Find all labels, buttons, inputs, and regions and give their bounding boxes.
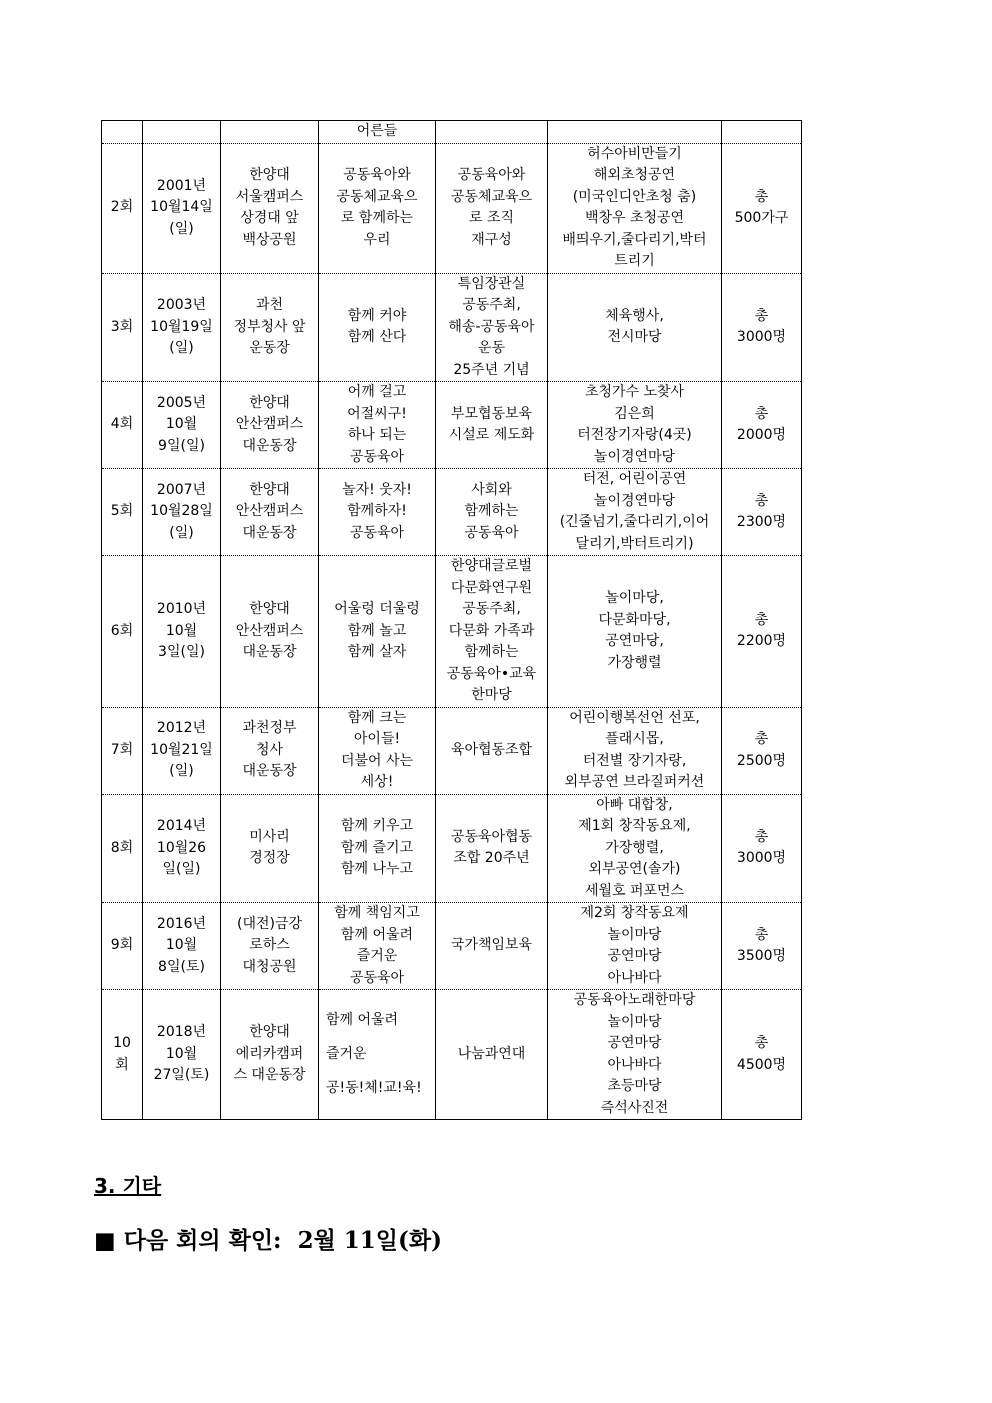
- cell-slogan: 놀자! 웃자! 함께하자! 공동육아: [319, 469, 436, 556]
- table-row: [102, 556, 802, 708]
- cell-num: 4회: [102, 382, 143, 469]
- cell-slogan: 공동육아와 공동체교육으 로 함께하는 우리: [319, 143, 436, 273]
- cell-venue: (대전)금강 로하스 대청공원: [221, 903, 319, 990]
- cell-program: 초청가수 노찾사 김은희 터전장기자랑(4곳) 놀이경연마당: [548, 382, 722, 469]
- cell-theme: 부모협동보육 시설로 제도화: [436, 382, 548, 469]
- cell-program: 공동육아노래한마당 놀이마당 공연마당 아나바다 초등마당 즉석사진전: [548, 990, 722, 1120]
- table-row: [102, 273, 802, 382]
- table-row: [102, 143, 802, 273]
- cell-num: 9회: [102, 903, 143, 990]
- cell-venue: 미사리 경정장: [221, 794, 319, 903]
- cell-num: 5회: [102, 469, 143, 556]
- cell-date: 2014년 10월26 일(일): [143, 794, 221, 903]
- table-row: [102, 469, 802, 556]
- cell-program: 어린이행복선언 선포, 플래시몹, 터전별 장기자랑, 외부공연 브라질퍼커션: [548, 707, 722, 794]
- events-table-body: [102, 121, 802, 1120]
- cell-attendance: 총 3000명: [722, 273, 802, 382]
- cell-date: 2018년 10월 27일(토): [143, 990, 221, 1120]
- cell-date: 2012년 10월21일 (일): [143, 707, 221, 794]
- cell-num: [102, 121, 143, 144]
- cell-program: 놀이마당, 다문화마당, 공연마당, 가장행렬: [548, 556, 722, 708]
- cell-program: 아빠 대합창, 제1회 창작동요제, 가장행렬, 외부공연(솔가) 세월호 퍼포먼스: [548, 794, 722, 903]
- table-row: [102, 382, 802, 469]
- section-title: 3. 기타: [94, 1174, 162, 1198]
- cell-program: 체육행사, 전시마당: [548, 273, 722, 382]
- cell-date: 2016년 10월 8일(토): [143, 903, 221, 990]
- cell-date: 2005년 10월 9일(일): [143, 382, 221, 469]
- cell-date: [143, 121, 221, 144]
- cell-venue: 한양대 안산캠퍼스 대운동장: [221, 382, 319, 469]
- cell-slogan: 어깨 걸고 어절씨구! 하나 되는 공동육아: [319, 382, 436, 469]
- cell-num: 7회: [102, 707, 143, 794]
- cell-attendance: 총 3000명: [722, 794, 802, 903]
- events-table: [101, 120, 802, 1120]
- cell-attendance: 총 2300명: [722, 469, 802, 556]
- cell-theme: 한양대글로벌 다문화연구원 공동주최, 다문화 가족과 함께하는 공동육아•교육 한마당: [436, 556, 548, 708]
- cell-slogan: 함께 책임지고 함께 어울려 즐거운 공동육아: [319, 903, 436, 990]
- cell-attendance: 총 3500명: [722, 903, 802, 990]
- cell-program: 허수아비만들기 해외초청공연 (미국인디안초청 춤) 백창우 초청공연 배띄우기,줄다리기,박터 트리기: [548, 143, 722, 273]
- cell-slogan: 함께 어울려 즐거운 공!동!체!교!육!: [319, 990, 436, 1120]
- cell-date: 2010년 10월 3일(일): [143, 556, 221, 708]
- cell-program: 제2회 창작동요제 놀이마당 공연마당 아나바다: [548, 903, 722, 990]
- cell-date: 2001년 10월14일 (일): [143, 143, 221, 273]
- cell-num: 8회: [102, 794, 143, 903]
- cell-venue: 한양대 안산캠퍼스 대운동장: [221, 556, 319, 708]
- cell-venue: 한양대 안산캠퍼스 대운동장: [221, 469, 319, 556]
- cell-theme: 공동육아협동 조합 20주년: [436, 794, 548, 903]
- cell-program: [548, 121, 722, 144]
- cell-num: 2회: [102, 143, 143, 273]
- cell-venue: 과천 정부청사 앞 운동장: [221, 273, 319, 382]
- cell-theme: 국가책임보육: [436, 903, 548, 990]
- cell-theme: 사회와 함께하는 공동육아: [436, 469, 548, 556]
- table-row: [102, 990, 802, 1120]
- cell-slogan: 어른들: [319, 121, 436, 144]
- cell-attendance: 총 4500명: [722, 990, 802, 1120]
- table-row: [102, 903, 802, 990]
- cell-num: 6회: [102, 556, 143, 708]
- cell-attendance: 총 500가구: [722, 143, 802, 273]
- cell-theme: [436, 121, 548, 144]
- cell-program: 터전, 어린이공연 놀이경연마당 (긴줄넘기,줄다리기,이어 달리기,박터트리기): [548, 469, 722, 556]
- cell-slogan: 함께 커야 함께 산다: [319, 273, 436, 382]
- cell-theme: 나눔과연대: [436, 990, 548, 1120]
- cell-attendance: 총 2000명: [722, 382, 802, 469]
- cell-venue: 한양대 에리카캠퍼 스 대운동장: [221, 990, 319, 1120]
- cell-date: 2003년 10월19일 (일): [143, 273, 221, 382]
- cell-attendance: 총 2500명: [722, 707, 802, 794]
- cell-venue: 과천정부 청사 대운동장: [221, 707, 319, 794]
- cell-theme: 육아협동조합: [436, 707, 548, 794]
- table-row: [102, 794, 802, 903]
- cell-slogan: 함께 키우고 함께 즐기고 함께 나누고: [319, 794, 436, 903]
- cell-slogan: 함께 크는 아이들! 더불어 사는 세상!: [319, 707, 436, 794]
- cell-theme: 공동육아와 공동체교육으 로 조직 재구성: [436, 143, 548, 273]
- cell-attendance: [722, 121, 802, 144]
- cell-venue: 한양대 서울캠퍼스 상경대 앞 백상공원: [221, 143, 319, 273]
- table-row: [102, 707, 802, 794]
- cell-attendance: 총 2200명: [722, 556, 802, 708]
- table-row: [102, 121, 802, 144]
- cell-date: 2007년 10월28일 (일): [143, 469, 221, 556]
- next-meeting-note: ■ 다음 회의 확인: 2월 11일(화): [94, 1227, 443, 1254]
- cell-slogan: 어울렁 더울렁 함께 놀고 함께 살자: [319, 556, 436, 708]
- cell-venue: [221, 121, 319, 144]
- cell-num: 10 회: [102, 990, 143, 1120]
- cell-num: 3회: [102, 273, 143, 382]
- cell-theme: 특임장관실 공동주최, 해송-공동육아 운동 25주년 기념: [436, 273, 548, 382]
